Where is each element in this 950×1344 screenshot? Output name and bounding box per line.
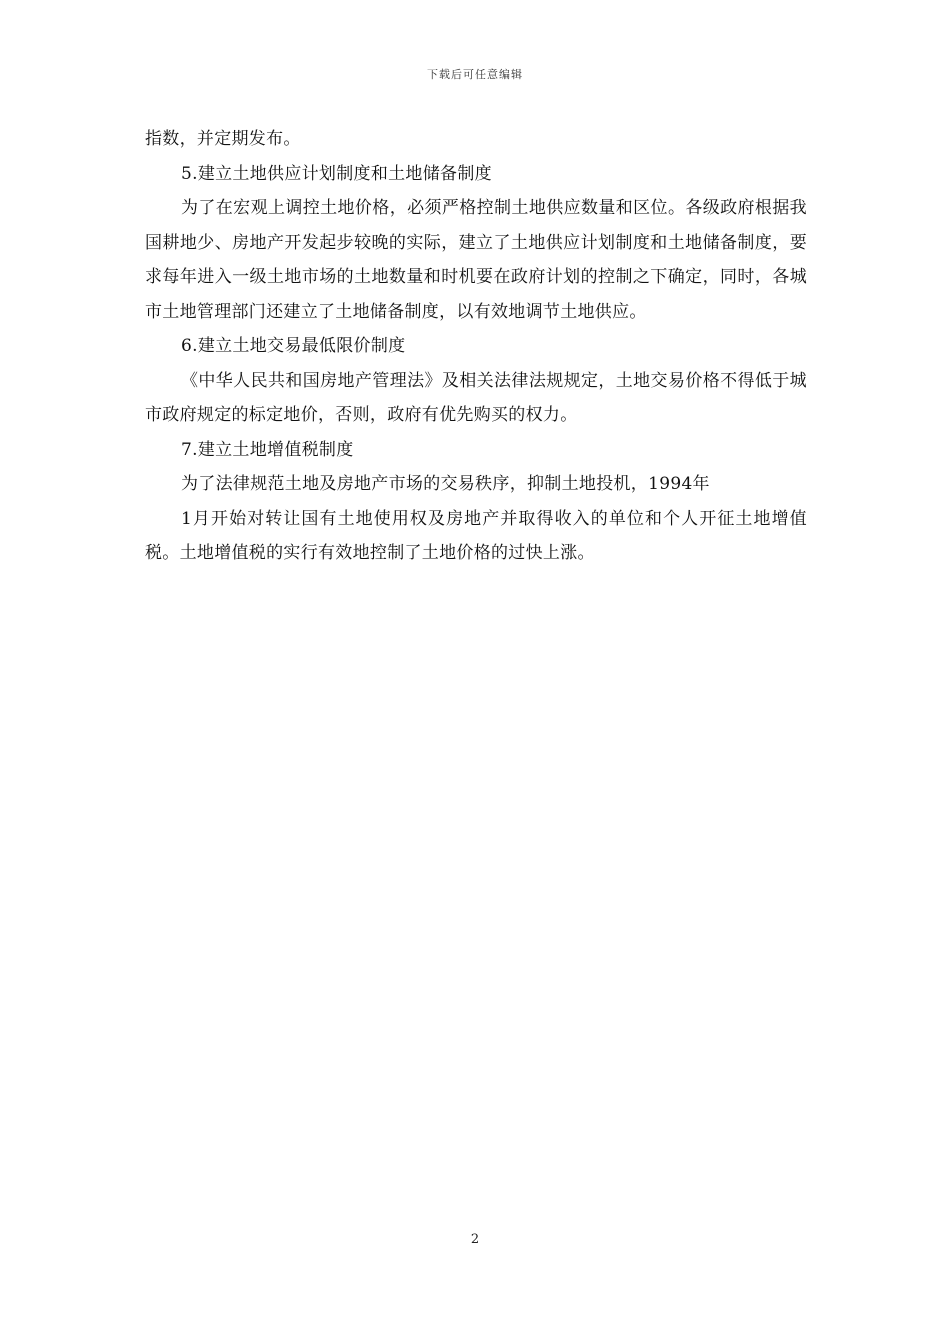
- paragraph-continuation: 指数，并定期发布。: [145, 129, 301, 149]
- paragraph-land-tax-body: 1月开始对转让国有土地使用权及房地产并取得收入的单位和个人开征土地增值税。土地增值税的实行有效地控制了土地价格的过快上涨。: [145, 508, 807, 563]
- section-heading-6: 6.建立土地交易最低限价制度: [181, 336, 406, 356]
- page-number: 2: [470, 1232, 480, 1247]
- paragraph-land-supply: 为了在宏观上调控土地价格，必须严格控制土地供应数量和区位。各级政府根据我国耕地少、房地产开发起步较晚的实际，建立了土地供应计划制度和土地储备制度，要求每年进入一级土地市场的土地数量和时机要在政府计划的控制之下确定，同时，各城市土地管理部门还建立了土地储备制度，以有效地调节土地供应。: [145, 198, 807, 322]
- page-header: 下载后可任意编辑: [427, 68, 523, 81]
- paragraph-min-price: 《中华人民共和国房地产管理法》及相关法律法规规定，土地交易价格不得低于城市政府规定的标定地价，否则，政府有优先购买的权力。: [145, 370, 807, 425]
- section-heading-5: 5.建立土地供应计划制度和土地储备制度: [181, 163, 492, 184]
- paragraph-land-tax-intro: 为了法律规范土地及房地产市场的交易秩序，抑制土地投机，1994年: [181, 474, 710, 494]
- document-body: [145, 122, 807, 571]
- section-heading-7: 7.建立土地增值税制度: [181, 439, 354, 460]
